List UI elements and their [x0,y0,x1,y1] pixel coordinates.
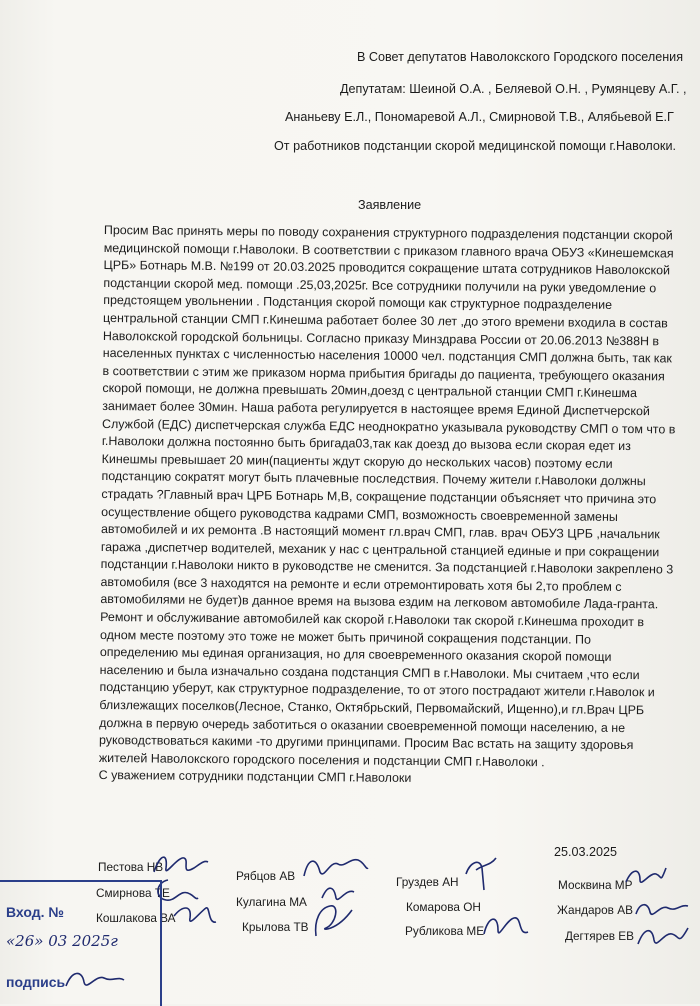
body-line: подстанции скорой мед. помощи .25,03,2025г. Все сотрудники получили на руки уведомление о [103,275,657,296]
signatory-name: Крылова ТВ [242,920,309,934]
document-title: Заявление [358,198,422,212]
body-line: автомобилями не будет)в данное время на вызова ездим на легковом автомобиле Лада-гранта. [100,592,659,612]
sender-line: От работников подстанции скорой медицинской помощи г.Наволоки. [274,139,676,153]
body-line: в соответствии с этим же приказом норма прибытия бригады до пациента, требующего оказания [102,363,665,384]
body-line: подстанцию сократят могут быть плачевные последствия. Почему жители г.Наволоки должны [101,469,646,489]
addressee-deputies-line-1: Депутатам: Шеиной О.А. , Беляевой О.Н. , Румянцеву А.Г. , [340,82,687,96]
body-line: определению мы единая организация, но для своевременного оказания скорой помощи [99,645,612,665]
signatory-name: Рубликова МЕ [405,924,485,938]
body-line: осуществление общего руководства кадрами СМП, возможность своевременной замены [101,504,618,524]
body-line: Кинешмы превышает 20 мин(пациенты ждут скорую до нескольких часов) поэтому если [101,451,613,471]
signatory-name: Груздев АН [396,875,459,889]
stamp-signature-label: подпись [6,974,66,990]
body-line: гаража ,диспетчер водителей, механик у нас с центральной станцией единые и при сокращении [100,539,660,560]
body-line: руководствоваться какими -то другими принципами. Просим Вас встать на защиту здоровья [98,733,634,753]
handwritten-signature [480,906,532,944]
body-line: занимает более 30мин. Наша работа регулируется в настоящее время Единой Диспетчерской [102,398,650,419]
body-line: Наволокской городской больницы. Согласно приказу Минздрава России от 20.06.2013 №388Н в [102,328,660,348]
body-line: центральной станции СМП г.Кинешма работает более 30 лет ,до этого времени входила в состав [103,310,668,331]
signatory-name: Кошлакова ВА [96,911,176,925]
body-line: автомобиля (все 3 находятся на ремонте и если отремонтировать хотя бы 2,то проблем с [100,574,622,594]
document-date: 25.03.2025 [554,845,618,859]
body-line: Службой (ЕДС) диспетчерская служба ЕДС неоднократно указывала руководству СМП о том что в [101,416,676,437]
handwritten-signature [622,862,668,890]
body-line: ЦРБ» Ботнарь М.В. №199 от 20.03.2025 проводится сокращение штата сотрудников Наволокской [103,258,671,278]
signatory-name: Москвина МР [558,878,633,892]
signatory-name: Дегтярев ЕВ [565,929,635,943]
handwritten-signature [170,898,220,932]
stamp-incoming-label: Вход. № [6,904,65,920]
body-line: С уважением сотрудники подстанции СМП г.Наволоки [98,768,412,786]
body-line: г.Наволоки должна постоянно быть бригада03,так как доезд до вызова если скорая едет из [101,434,631,454]
body-line: предстоящем увольнении . Подстанция скорой помощи как структурное подразделение [103,293,613,313]
body-line: жителей Наволокского городского поселения и подстанции СМП г.Наволоки . [98,750,545,770]
body-line: Ремонт и обслуживание автомобилей как скорой г.Наволоки так скорой г.Кинешма проходит в [100,610,645,630]
body-line: Просим Вас принять меры по поводу сохранения структурного подразделения подстанции скорой [103,222,673,243]
body-line: автомобилей и их ремонта .В настоящий момент гл.врач СМП, глав. врач ОБУЗ ЦРБ ,начальник [100,522,660,542]
body-line: подстанции г.Наволоки никто в руководстве не сменится. За подстанцией г.Наволоки закреплено 3 [100,557,674,577]
signatory-name: Комарова ОН [406,900,481,914]
body-line: одном месте поэтому это тоже не может быть причиной сокращения подстанции. По [99,627,592,647]
signatory-name: Смирнова ТЕ [96,886,170,900]
body-line: страдать ?Главный врач ЦРБ Ботнарь М,В, сокращение подстанции объясняет что причина это [101,486,657,507]
body-line: скорой помощи, не должна превышать 20мин,доезд с центральной станции СМП г.Кинешма [102,381,637,401]
addressee-council: В Совет депутатов Наволокского Городского поселения [357,50,684,64]
handwritten-signature [460,852,500,892]
signatory-name: Жандаров АВ [557,903,633,917]
stamp-handwritten-date: «26» 03 2025г [6,932,118,950]
incoming-stamp [0,880,162,1006]
signatory-name: Пестова НВ [98,860,164,874]
signatory-name: Кулагина МА [236,895,307,909]
body-line: подстанцию уберут, как структурное подразделение, то от этого пострадают жители г.Наволок и [99,680,655,700]
handwritten-signature [306,900,356,940]
body-line: близлежащих поселков(Лесное, Станко, Октябрьский, Первомайский, Ищенно),и гл.Врач ЦРБ [99,698,645,718]
signatory-name: Рябцов АВ [236,869,296,883]
addressee-deputies-line-2: Ананьеву Е.Л., Пономаревой А.Л., Смирновой Т.В., Алябьевой Е.Г [285,110,674,124]
body-line: должна в первую очередь заботиться о оказании своевременной помощи населению, а не [99,715,626,735]
body-line: населенных пунктах с численностью населения 10000 чел. подстанция СМП должна быть, так как [102,346,672,366]
statement-body [98,222,676,790]
body-line: медицинской помощи г.Наволоки. В соответствии с приказом главного врача ОБУЗ «Кинешемская [103,240,674,261]
stamp-signature [62,964,126,994]
body-line: населению и была изначально создана подстанция СМП в г.Наволоки. Мы считаем ,что если [99,662,640,683]
handwritten-signature [634,920,690,954]
